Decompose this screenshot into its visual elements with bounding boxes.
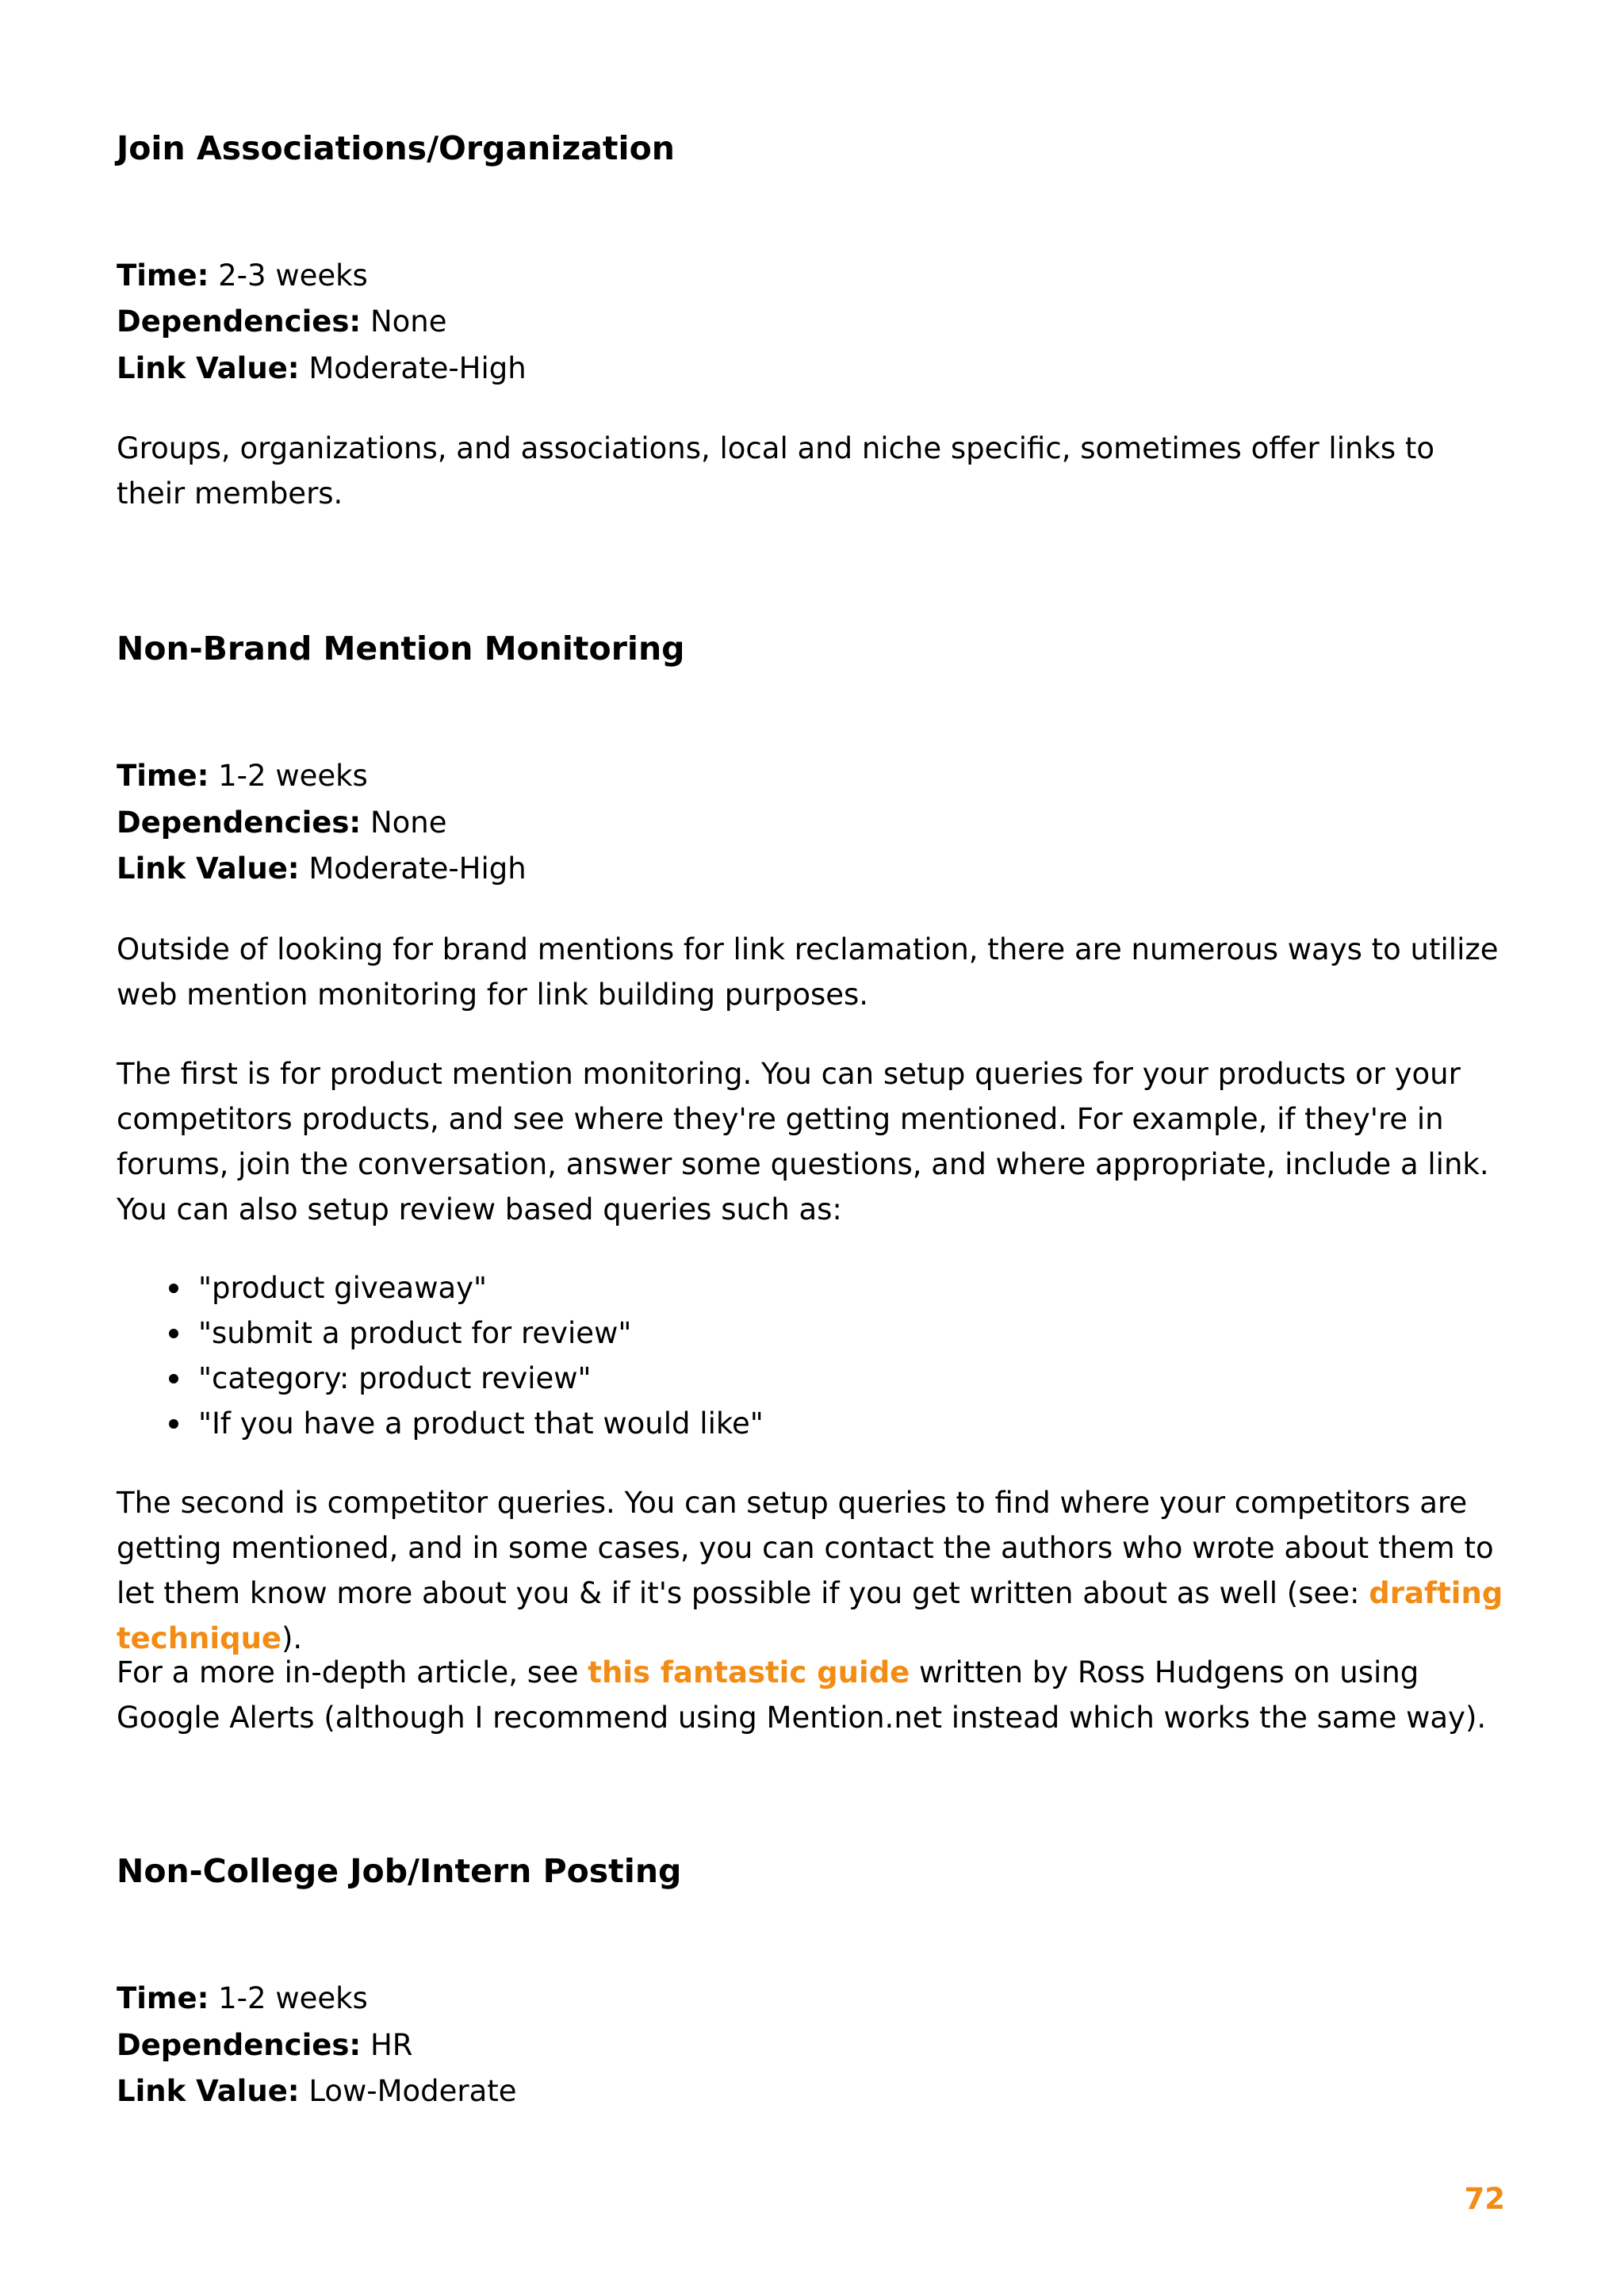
dependencies-value: None: [370, 304, 447, 339]
link-value-value: Moderate-High: [308, 851, 527, 886]
paragraph: Groups, organizations, and associations, local and niche specific, sometimes offer links to their members.: [117, 431, 1435, 511]
bullet-icon: [169, 1284, 178, 1293]
bullet-icon: [169, 1329, 178, 1338]
section-title-non-college-job: Non-College Job/Intern Posting: [117, 1852, 682, 1890]
list-item: "category: product review": [117, 1356, 764, 1401]
list-item: "If you have a product that would like": [117, 1401, 764, 1446]
dependencies-line: [117, 800, 446, 846]
link-value-value: Low-Moderate: [308, 2074, 517, 2108]
dependencies-label: Dependencies:: [117, 2028, 362, 2062]
time-value: 1-2 weeks: [218, 1981, 368, 2015]
list-item: "submit a product for review": [117, 1311, 764, 1356]
time-label: Time:: [117, 1981, 209, 2015]
time-line: [117, 253, 368, 299]
dependencies-line: [117, 2022, 412, 2068]
list-item: "product giveaway": [117, 1265, 764, 1311]
paragraph: The first is for product mention monitoring. You can setup queries for your products or your competitors products, and see where they're getting mentioned. For example, if they're in forums, join the conversation, answer some questions, and where appropriate, include a link. You can also setup review based queries such as:: [117, 1057, 1489, 1226]
link-value-label: Link Value:: [117, 2074, 300, 2108]
time-label: Time:: [117, 258, 209, 293]
document-page: [117, 0, 1512, 2296]
section-title-join-associations: Join Associations/Organization: [117, 129, 675, 167]
drafting-technique-link[interactable]: drafting technique: [117, 1576, 1503, 1655]
dependencies-value: HR: [370, 2028, 413, 2062]
dependencies-value: None: [370, 806, 447, 840]
dependencies-line: [117, 299, 446, 345]
time-line: [117, 1976, 368, 2022]
time-line: [117, 753, 368, 799]
link-value-label: Link Value:: [117, 351, 300, 385]
query-list: [117, 1265, 764, 1446]
fantastic-guide-link[interactable]: this fantastic guide: [588, 1655, 910, 1689]
time-value: 2-3 weeks: [218, 258, 368, 293]
link-value-line: [117, 346, 527, 392]
bullet-icon: [169, 1374, 178, 1383]
dependencies-label: Dependencies:: [117, 304, 362, 339]
page-number: 72: [1464, 2182, 1505, 2216]
link-value-line: [117, 2068, 517, 2114]
time-value: 1-2 weeks: [218, 759, 368, 793]
link-value-label: Link Value:: [117, 851, 300, 886]
dependencies-label: Dependencies:: [117, 806, 362, 840]
bullet-icon: [169, 1419, 178, 1429]
time-label: Time:: [117, 759, 209, 793]
link-value-value: Moderate-High: [308, 351, 527, 385]
link-value-line: [117, 846, 527, 892]
paragraph: The second is competitor queries. You can setup queries to find where your competitors are getting mentioned, and in some cases, you can contact the authors who wrote about them to let them know more about you & if it's possible if you get written about as well (see: drafting technique).: [117, 1486, 1503, 1655]
section-title-non-brand-mention: Non-Brand Mention Monitoring: [117, 629, 685, 668]
paragraph: Outside of looking for brand mentions for link reclamation, there are numerous ways to utilize web mention monitoring for link building purposes.: [117, 932, 1499, 1012]
paragraph: For a more in-depth article, see this fantastic guide written by Ross Hudgens on using Google Alerts (although I recommend using Mention.net instead which works the same way).: [117, 1655, 1487, 1735]
